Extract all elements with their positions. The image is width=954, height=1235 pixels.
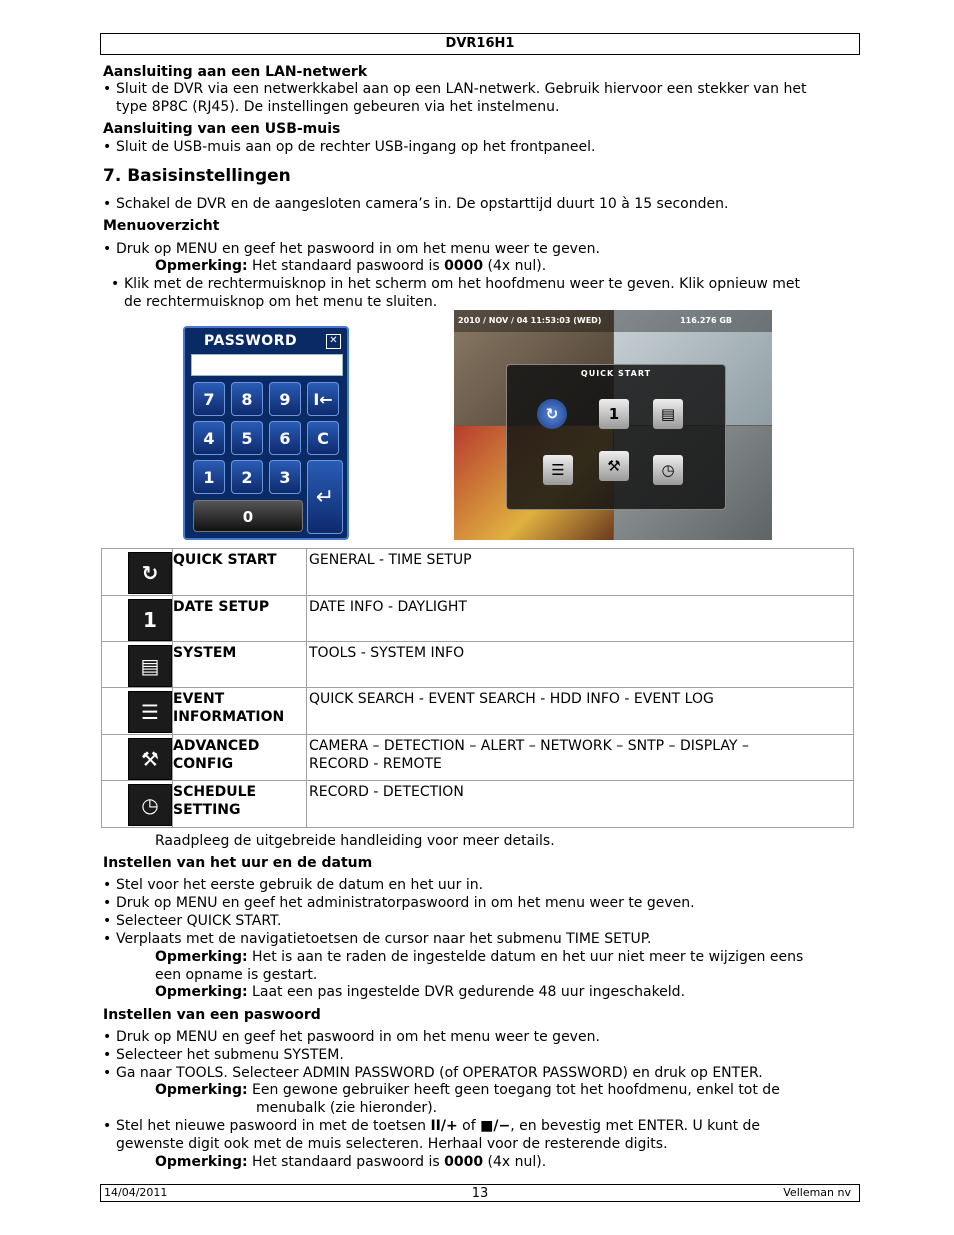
footer-page-number: 13 <box>471 1186 489 1201</box>
key-8: 8 <box>231 382 263 416</box>
pw-note2 <box>155 1153 546 1171</box>
pw-note1-line1 <box>155 1081 780 1099</box>
menu-icon-cell <box>102 781 173 828</box>
keypad-title: PASSWORD <box>204 333 298 349</box>
menu-overview-bullet1: • Druk op MENU en geef het paswoord in om het menu weer te geven. <box>116 240 600 258</box>
key-9: 9 <box>269 382 301 416</box>
clock-icon: ◷ <box>653 455 683 485</box>
key-5: 5 <box>231 421 263 455</box>
menu-description-line2: RECORD - REMOTE <box>309 756 442 772</box>
calendar-icon: 1 <box>599 399 629 429</box>
menu-table-row <box>102 688 854 735</box>
time-bullet2: • Druk op MENU en geef het administratorpaswoord in om het menu weer te geven. <box>116 894 695 912</box>
footer-date: 14/04/2011 <box>104 1186 168 1199</box>
menu-description-cell <box>307 688 854 735</box>
heading-time: Instellen van het uur en de datum <box>103 855 373 871</box>
status-bar <box>454 310 772 332</box>
heading-password: Instellen van een paswoord <box>103 1007 321 1023</box>
menu-description: CAMERA – DETECTION – ALERT – NETWORK – SNTP – DISPLAY – <box>309 738 749 754</box>
pw-bullet4-mid: of <box>457 1118 481 1134</box>
page-footer <box>100 1184 860 1202</box>
pw-bullet4-pre: Stel het nieuwe paswoord in met de toetsen <box>116 1118 431 1134</box>
password-field <box>191 354 343 376</box>
menu-name-cell <box>173 781 307 828</box>
menu-description: TOOLS - SYSTEM INFO <box>309 645 465 661</box>
calendar-icon: 1 <box>128 599 172 641</box>
enter-key-icon: ↵ <box>307 460 343 534</box>
pw-note2-password: 0000 <box>444 1154 484 1170</box>
close-icon: ✕ <box>326 334 341 349</box>
key-1: 1 <box>193 460 225 494</box>
clock-icon: ◷ <box>128 784 172 826</box>
menu-description-cell <box>307 549 854 596</box>
quick-start-menu <box>506 364 726 510</box>
status-datetime: 2010 / NOV / 04 11:53:03 (WED) <box>458 316 602 325</box>
footer-company: Velleman nv <box>783 1186 851 1199</box>
key-3: 3 <box>269 460 301 494</box>
note-post: (4x nul). <box>483 258 547 274</box>
menu-table-row <box>102 596 854 642</box>
pw-note2-label: Opmerking: <box>155 1154 248 1170</box>
menu-name-cell <box>173 596 307 642</box>
menu-description: DATE INFO - DAYLIGHT <box>309 599 467 615</box>
pw-bullet4-line2: gewenste digit ook met de muis selecteren. Herhaal voor de resterende digits. <box>116 1136 668 1152</box>
system-window-icon: ▤ <box>128 645 172 687</box>
menu-overview-bullet2-line2: de rechtermuisknop om het menu te sluiten. <box>124 294 438 310</box>
menu-name: QUICK START <box>173 552 277 568</box>
password-keypad-image <box>183 326 349 540</box>
stop-minus-key-icon: ■/− <box>480 1118 511 1134</box>
pause-plus-key-icon: II/+ <box>430 1118 458 1134</box>
menu-description-cell <box>307 781 854 828</box>
menu-name-line2: CONFIG <box>173 756 234 772</box>
menu-name: EVENT <box>173 691 225 707</box>
time-note2-label: Opmerking: <box>155 984 248 1000</box>
menu-icon-cell <box>102 596 173 642</box>
menu-overview-note <box>155 257 546 275</box>
system-window-icon: ▤ <box>653 399 683 429</box>
tools-icon: ⚒ <box>599 451 629 481</box>
status-disk: 116.276 GB <box>680 316 732 325</box>
document-header <box>100 33 860 55</box>
event-list-icon: ☰ <box>128 691 172 733</box>
menu-name-line2: INFORMATION <box>173 709 285 725</box>
menu-name-cell <box>173 549 307 596</box>
pw-bullet3: • Ga naar TOOLS. Selecteer ADMIN PASSWORD (of OPERATOR PASSWORD) en druk op ENTER. <box>116 1064 763 1082</box>
time-bullet4: • Verplaats met de navigatietoetsen de cursor naar het submenu TIME SETUP. <box>116 930 651 948</box>
backspace-key-icon: I← <box>307 382 339 416</box>
menu-icon-cell <box>102 735 173 781</box>
time-bullet3: • Selecteer QUICK START. <box>116 912 281 930</box>
key-0: 0 <box>193 500 303 532</box>
time-bullet1: • Stel voor het eerste gebruik de datum en het uur in. <box>116 876 483 894</box>
dvr-screen-image <box>454 310 772 540</box>
pw-note2-pre: Het standaard paswoord is <box>247 1154 445 1170</box>
menu-table-row <box>102 735 854 781</box>
menu-icon-cell <box>102 688 173 735</box>
pw-note1-text: Een gewone gebruiker heeft geen toegang tot het hoofdmenu, enkel tot de <box>247 1082 780 1098</box>
time-note2-text: Laat een pas ingestelde DVR gedurende 48 uur ingeschakeld. <box>247 984 686 1000</box>
section-7-bullet: • Schakel de DVR en de aangesloten camera’s in. De opstarttijd duurt 10 à 15 seconden. <box>116 195 728 213</box>
time-note1-line1 <box>155 948 803 966</box>
pw-note1-label: Opmerking: <box>155 1082 248 1098</box>
lan-bullet-line2: type 8P8C (RJ45). De instellingen gebeuren via het instelmenu. <box>116 99 560 115</box>
menu-description: RECORD - DETECTION <box>309 784 464 800</box>
menu-description: GENERAL - TIME SETUP <box>309 552 472 568</box>
section-7-heading: 7. Basisinstellingen <box>103 166 291 186</box>
menu-name-line2: SETTING <box>173 802 241 818</box>
quick-start-icon: ↻ <box>537 399 567 429</box>
quick-start-icon: ↻ <box>128 552 172 594</box>
note-password: 0000 <box>444 258 484 274</box>
pw-note1-line2: menubalk (zie hieronder). <box>256 1100 438 1116</box>
quick-start-menu-title: QUICK START <box>580 369 652 378</box>
heading-usb: Aansluiting van een USB-muis <box>103 121 341 137</box>
menu-description-cell <box>307 735 854 781</box>
key-7: 7 <box>193 382 225 416</box>
tools-icon: ⚒ <box>128 738 172 780</box>
document-title: DVR16H1 <box>445 36 515 51</box>
menu-icon-cell <box>102 642 173 688</box>
time-note1-line2: een opname is gestart. <box>155 967 318 983</box>
heading-lan: Aansluiting aan een LAN-netwerk <box>103 64 368 80</box>
key-2: 2 <box>231 460 263 494</box>
event-list-icon: ☰ <box>543 455 573 485</box>
menu-name-cell <box>173 642 307 688</box>
menu-table <box>101 548 854 828</box>
time-note1-text: Het is aan te raden de ingestelde datum en het uur niet meer te wijzigen eens <box>247 949 804 965</box>
pw-note2-post: (4x nul). <box>483 1154 547 1170</box>
menu-table-row <box>102 549 854 596</box>
note-pre: Het standaard paswoord is <box>247 258 445 274</box>
time-note1-label: Opmerking: <box>155 949 248 965</box>
key-6: 6 <box>269 421 301 455</box>
after-table-note: Raadpleeg de uitgebreide handleiding voor meer details. <box>155 833 555 849</box>
menu-description: QUICK SEARCH - EVENT SEARCH - HDD INFO - EVENT LOG <box>309 691 714 707</box>
heading-menu-overview: Menuoverzicht <box>103 218 220 234</box>
time-note2 <box>155 983 685 1001</box>
lan-bullet-line1: • Sluit de DVR via een netwerkkabel aan op een LAN-netwerk. Gebruik hiervoor een stekker van het <box>116 80 806 98</box>
menu-name: ADVANCED <box>173 738 260 754</box>
menu-table-row <box>102 642 854 688</box>
menu-name-cell <box>173 688 307 735</box>
note-label: Opmerking: <box>155 258 248 274</box>
menu-name-cell <box>173 735 307 781</box>
usb-bullet: • Sluit de USB-muis aan op de rechter USB-ingang op het frontpaneel. <box>116 138 595 156</box>
key-4: 4 <box>193 421 225 455</box>
menu-description-cell <box>307 596 854 642</box>
pw-bullet4-line1 <box>116 1117 760 1135</box>
menu-description-cell <box>307 642 854 688</box>
clear-key: C <box>307 421 339 455</box>
menu-table-row <box>102 781 854 828</box>
menu-overview-bullet2-line1: • Klik met de rechtermuisknop in het scherm om het hoofdmenu weer te geven. Klik opnieuw met <box>124 275 800 293</box>
menu-name: DATE SETUP <box>173 599 270 615</box>
menu-name: SCHEDULE <box>173 784 257 800</box>
pw-bullet1: • Druk op MENU en geef het paswoord in om het menu weer te geven. <box>116 1028 600 1046</box>
pw-bullet4-post: , en bevestig met ENTER. U kunt de <box>510 1118 761 1134</box>
menu-icon-cell <box>102 549 173 596</box>
menu-name: SYSTEM <box>173 645 237 661</box>
pw-bullet2: • Selecteer het submenu SYSTEM. <box>116 1046 344 1064</box>
